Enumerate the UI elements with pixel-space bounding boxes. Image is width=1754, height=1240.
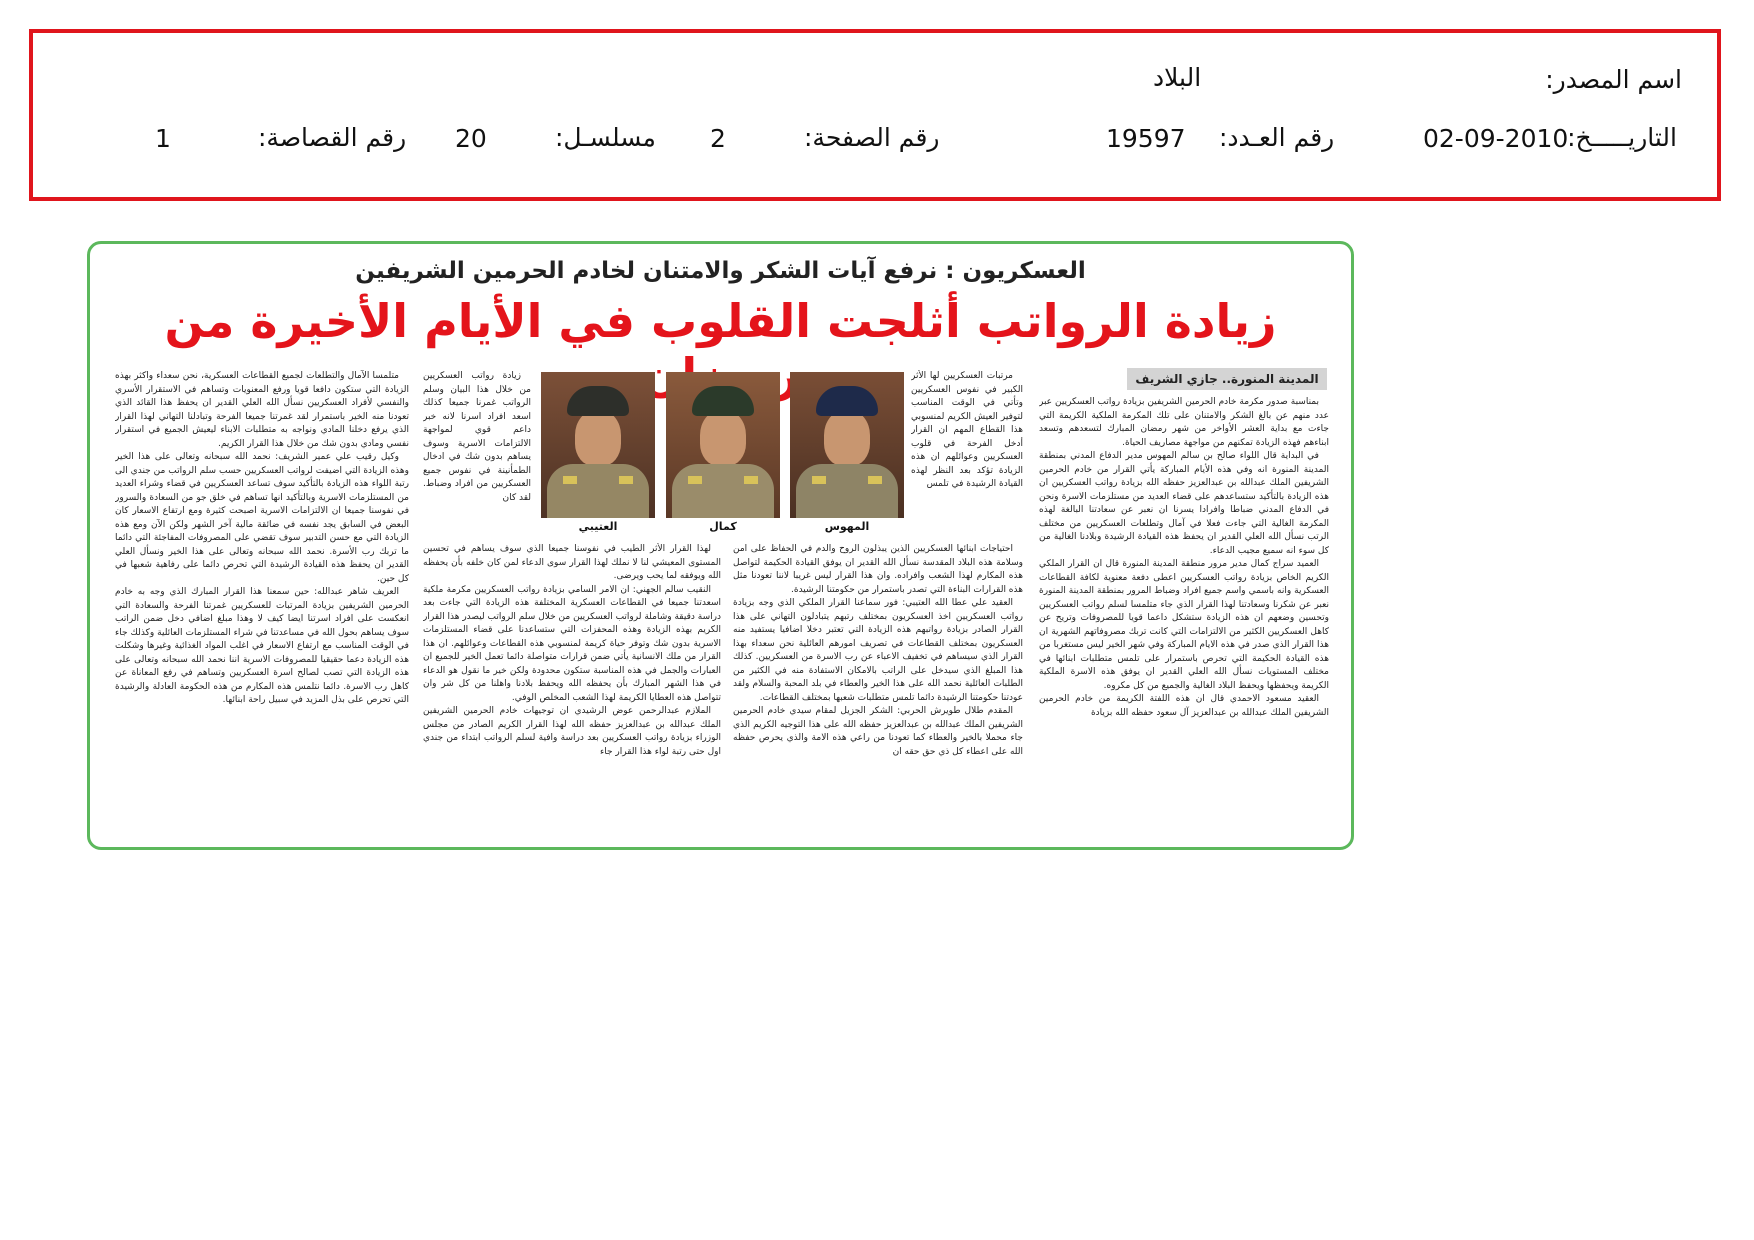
- newspaper-clipping: [87, 241, 1354, 850]
- paragraph: مرتبات العسكريين لها الأثر الكبير في نفوس العسكريين وتأتي في الوقت المناسب لتوفير العيش الكريم لمنسوبي هذا القطاع المهم ان القرار أدخل الفرحة في قلوب العسكريين وعوائلهم ان هذه الزيادة تؤكد بعد النظر لهذه القيادة الرشيدة في تلمس: [911, 371, 1023, 489]
- source-value: البلاد: [1153, 63, 1202, 92]
- paragraph: احتياجات ابنائها العسكريين الذين يبذلون الروح والدم في الحفاظ على امن وسلامة هذه البلاد المقدسة نسأل الله القدير ان يوفق القيادة الحكيمة لتواصل هذه المكارم لهذا الشعب وافراده. وان هذا القرار ليس غريبا لاننا تعودنا مثل هذه القرارات البناءة التي تصدر باستمرار من حكومتنا الرشيدة.: [733, 544, 1023, 595]
- article-column-1: [1039, 396, 1329, 843]
- photo-alotaibi: [541, 372, 655, 518]
- clip-number-label: رقم القصاصة:: [258, 123, 407, 152]
- paragraph: العريف شاهر عبدالله: حين سمعنا هذا القرار المبارك الذي وجه به خادم الحرمين الشريفين بزيادة المرتبات للعسكريين غمرتنا الفرحة والسعادة التي انعكست على افراد اسرتنا ايضا كيف لا وهذا مبلغ اضافي دخل ضمن الراتب سوف يساهم بحول الله في مساعدتنا في شراء المستلزمات العائلية وكذلك جاء في الوقت المناسب مع ارتفاع الاسعار في اغلب المواد الغذائية وغيرها وشكلت هذه الزيادة دعما حقيقيا للمصروفات الاسرية اننا نحمد الله سبحانه وتعالى على هذه الزيادة التي تصب لصالح اسرة العسكريين وتساهم في رفع المعاناة عن كاهل رب الاسرة. دائما نتلمس هذه المكارم من هذه الحكومة العادلة والرشيدة التي تحرص على بذل المزيد في سبيل راحة ابنائها.: [115, 587, 409, 705]
- article-column-2: [733, 543, 1023, 843]
- article-headline: زيادة الرواتب أثلجت القلوب في الأيام الأخيرة من: [164, 294, 1277, 348]
- serial-label: مسلسـل:: [555, 123, 656, 152]
- photo-caption-almuhawwis: المهوس: [824, 520, 870, 533]
- serial-value: 20: [455, 124, 487, 153]
- page-value: 2: [710, 124, 726, 153]
- photo-caption-kamal: كمال: [709, 520, 737, 533]
- paragraph: لهذا القرار الأثر الطيب في نفوسنا جميعا الذي سوف يساهم في تحسين المستوى المعيشي لنا لا نملك لهذا القرار سوى الدعاء لمن كان خلفه بأن يحفظه الله ويوفقه لما يحب ويرضى.: [423, 544, 721, 581]
- issue-label: رقم العـدد:: [1219, 123, 1335, 152]
- photo-kamal: [666, 372, 780, 518]
- paragraph: متلمسا الآمال والتطلعات لجميع القطاعات العسكرية، نحن سعداء واكثر بهذه الزيادة التي ستكون دافعا قويا ورفع المعنويات وتساهم في الاستقرار الأسري والنفسي لأفراد العسكريين نسأل الله العلي القدير ان يحفظ هذا القائد الذي تعودنا منه الخير باستمرار لقد غمرتنا جميعا الفرحة وتبادلنا التهاني لهذا القرار الذي يرفع دخلنا المادي ونواجه به متطلبات الابناء ليعيش الجميع في استقرار نفسي ومادي بدون شك من خلال هذا القرار الكريم.: [115, 371, 409, 449]
- article-column-2-top: [911, 370, 1023, 534]
- paragraph: زيادة رواتب العسكريين من خلال هذا البيان وسلم الرواتب غمرنا جميعا كذلك اسعد افراد اسرنا لانه خبر داعم قوي لمواجهة الالتزامات الاسرية وسوف يساهم بدون شك في ادخال الطمأنينة في نفوس جميع العسكريين من افراد وضباط. لقد كان: [423, 371, 531, 503]
- metadata-box: [29, 29, 1721, 201]
- paragraph: بمناسبة صدور مكرمة خادم الحرمين الشريفين بزيادة رواتب العسكريين عبر عدد منهم عن بالغ الشكر والامتنان على تلك المكرمة الملكية الكريمة التي جاءت مع بداية العشر الأواخر من شهر رمضان المبارك لتسعدهم وتسعد ابناءهم فهذه الزيادة تمكنهم من مواجهة مصاريف الحياة.: [1039, 397, 1329, 448]
- date-value: 02-09-2010: [1423, 124, 1569, 153]
- source-label: اسم المصدر:: [1545, 65, 1682, 94]
- article-column-4: [115, 370, 409, 843]
- clip-number-value: 1: [155, 124, 171, 153]
- paragraph: العميد سراج كمال مدير مرور منطقة المدينة المنورة قال ان القرار الملكي الكريم الخاص بزيادة رواتب العسكريين اعطى دفعة معنوية لكافة القطاعات العسكرية وانه باسمي واسم جميع افراد وضباط المرور بمنطقة المدينة المنورة نعبر عن شكرنا وسعادتنا لهذا القرار الذي جاء متلمسا لسلم رواتب العسكريين وتحسين وضعهم ان هذه الزيادة ستشكل داعما قويا للمصروفات وتريح عن كاهل العسكريين الكثير من الالتزامات التي كانت تربك مصروفاتهم الشهرية ان هذا القرار الذي صدر في هذه الايام المباركة وفي شهر الخير ليس مستغربا من هذه القيادة الحكيمة التي تحرص باستمرار على تلمس متطلبات ابنائها في مختلف المستويات نسأل الله العلي القدير ان يوفق هذه الاسرة الملكية الكريمة ويحفظها ويحفظ البلاد الغالية والجميع من كل مكروه.: [1039, 559, 1329, 691]
- paragraph: في البداية قال اللواء صالح بن سالم المهوس مدير الدفاع المدني بمنطقة المدينة المنورة انه وفي هذه الأيام المباركة يأتي القرار من خادم الحرمين الشريفين الملك عبدالله بن عبدالعزيز حفظه الله بزيادة رواتب العسكريين ان هذه الزيادة بالتأكيد ستساعدهم على قضاء العديد من مستلزمات الاسرة ونحن في الدفاع المدني ضباطا وافرادا يسرنا ان نعبر عن سعادتنا البالغة لهذه المكرمة الغالية التي جاءت فعلا في آمال وتطلعات العسكريين من مختلف الرتب نسأل الله العلي القدير ان يحفظ هذه القيادة الرشيدة وبلادنا الغالية من كل سوء انه سميع مجيب الدعاء.: [1039, 451, 1329, 556]
- article-byline: المدينة المنورة.. جازي الشريف: [1127, 368, 1327, 390]
- paragraph: الملازم عبدالرحمن عوض الرشيدي ان توجيهات خادم الحرمين الشريفين الملك عبدالله بن عبدالعزيز حفظه الله لهذا القرار الكريم الصادر من مجلس الوزراء بزيادة رواتب العسكريين بعد دراسة وافية لسلم الرواتب ابتداء من جندي اول حتى رتبة لواء هذا القرار جاء: [423, 706, 721, 757]
- page-label: رقم الصفحة:: [804, 123, 940, 152]
- paragraph: العقيد مسعود الاحمدي قال ان هذه اللفتة الكريمة من خادم الحرمين الشريفين الملك عبدالله بن عبدالعزيز آل سعود حفظه الله بزيادة: [1039, 694, 1329, 718]
- paragraph: المقدم طلال طويرش الحربي: الشكر الجزيل لمقام سيدي خادم الحرمين الشريفين الملك عبدالله بن عبدالعزيز حفظه الله على هذا التوجيه الكريم الذي جاء محملا بالخير والعطاء كما تعودنا من راعي هذه الامة والذي يحرص حفظه الله على اعطاء كل ذي حق حقه ان: [733, 706, 1023, 757]
- paragraph: وكيل رقيب علي عمير الشريف: نحمد الله سبحانه وتعالى على هذا الخير وهذه الزيادة التي اضيفت لرواتب العسكريين حسب سلم الرواتب من جندي الى رتبة اللواء هذه الزيادة بالتأكيد سوف تساعد العسكريين في قضاء وشراء العديد من المستلزمات الاسرية وبالتأكيد انها تساهم في خلق جو من السعادة والسرور في نفوسنا جميعا ان الالتزامات الاسرية اصبحت كثيرة ومع ارتفاع الاسعار كان البعض في السابق يجد نفسه في ضائقة مالية آخر الشهر ولكن الآن ومع هذه الزيادة التي مع حسن التدبير سوف تقضي على المصروفات المفاجئة التي دائما ما تربك رب الأسرة. نحمد الله سبحانه وتعالى على هذا الخير ونسأل العلي القدير ان يحفظ هذه القيادة الرشيدة التي تحرص دائما على رفاهية شعبها في كل حين.: [115, 452, 409, 584]
- date-label: التاريـــــخ:: [1567, 123, 1677, 152]
- paragraph: النقيب سالم الجهني: ان الامر السامي بزيادة رواتب العسكريين مكرمة ملكية اسعدتنا جميعا في القطاعات العسكرية المختلفة هذه الزيادة التي جاءت بعد دراسة دقيقة وشاملة لرواتب العسكريين من خلال سلم الرواتب ليصدر هذا القرار الكريم بهذه الزيادة وهذه المحفزات التي ستساعدنا على قضاء المستلزمات الاسرية بدون شك وتوفر حياة كريمة لمنسوبي هذه القطاعات وعوائلهم. ان هذا القرار من ملك الانسانية يأتي ضمن قرارات متواصلة دائما تعمل الخير للجميع ان العبارات والجمل في هذه المناسبة ستكون محدودة ولكن خير ما نقول هو الدعاء في هذا الشهر المبارك بأن يحفظه الله ويحفظ بلادنا واهلنا من كل شر وان تتواصل هذه العطايا الكريمة لهذا الشعب المخلص الوفي.: [423, 584, 721, 703]
- photo-almuhawwis: [790, 372, 904, 518]
- article-kicker: العسكريون : نرفع آيات الشكر والامتنان لخادم الحرمين الشريفين: [355, 258, 1086, 284]
- article-column-3-top: [423, 370, 531, 534]
- issue-value: 19597: [1106, 124, 1186, 153]
- photo-caption-alotaibi: العتيبي: [578, 520, 618, 533]
- article-column-3: [423, 543, 721, 843]
- paragraph: العقيد علي عطا الله العتيبي: فور سماعنا القرار الملكي الذي وجه بزيادة رواتب العسكريين اخذ العسكريون بمختلف رتبهم يتبادلون التهاني على هذا القرار الصادر بزيادة رواتبهم هذه الزيادة التي تعتبر دخلا اضافيا يستفيد منه العسكريون بمختلف القطاعات في تصريف امورهم العائلية نحن سعداء بهذا القرار الذي سيساهم في تخفيف الاعباء عن رب الاسرة من العسكريين. كذلك هذا المبلغ الذي سيدخل على الراتب بالامكان الاستفادة منه في الكثير من الطلبات العائلية نحمد الله على هذا الخير والعطاء في بلد المحبة والسلام ولقد عودتنا حكومتنا الرشيدة دائما تلمس متطلبات شعبها بمختلف القطاعات.: [733, 598, 1023, 703]
